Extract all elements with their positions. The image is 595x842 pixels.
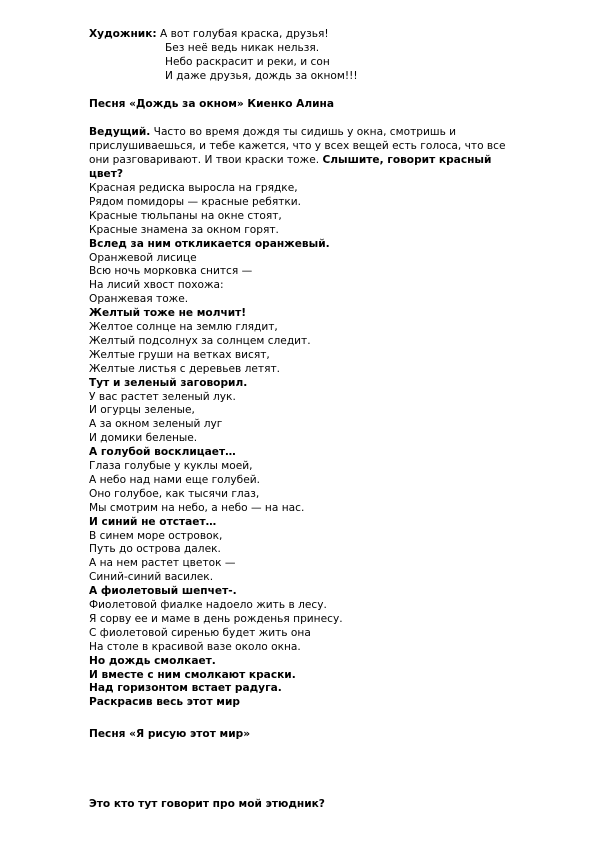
artist-speaker: Художник: [89, 28, 157, 40]
poem-narration-line: А голубой восклицает… [89, 446, 236, 459]
poem-line: А на нем растет цветок — [89, 557, 236, 570]
poem-line: И огурцы зеленые, [89, 404, 195, 417]
poem-line: Я сорву ее и маме в день рожденья принесу. [89, 612, 343, 625]
artist-line-4: И даже друзья, дождь за окном!!! [165, 70, 358, 82]
poem-narration-line: Желтый тоже не молчит! [89, 307, 247, 320]
poem-narration-line: Тут и зеленый заговорил. [89, 376, 248, 389]
poem-line: Путь до острова далек. [89, 543, 221, 556]
poem-line: Красные знамена за окном горят. [89, 223, 279, 236]
poem-line: У вас растет зеленый лук. [89, 390, 236, 403]
closing-line: Это кто тут говорит про мой этюдник? [89, 798, 325, 810]
poem-line: Синий-синий василек. [89, 571, 214, 584]
poem-line: Рядом помидоры — красные ребятки. [89, 195, 302, 208]
poem-line: Оранжевая тоже. [89, 293, 189, 306]
poem-line: Всю ночь морковка снится — [89, 265, 253, 278]
poem-line: Желтый подсолнух за солнцем следит. [89, 334, 311, 347]
poem-line: Мы смотрим на небо, а небо — на нас. [89, 501, 305, 514]
poem-line: В синем море островок, [89, 529, 223, 542]
poem-narration-line: Над горизонтом встает радуга. [89, 682, 282, 695]
poem-line: На лисий хвост похожа: [89, 279, 224, 292]
poem-narration-line: Раскрасив весь этот мир [89, 696, 240, 709]
poem-narration-line: А фиолетовый шепчет-. [89, 585, 237, 598]
host-paragraph [89, 125, 514, 181]
poem-line: На столе в красивой вазе около окна. [89, 640, 301, 653]
host-question: Слышите, говорит красный цвет? [89, 154, 492, 180]
poem-line: Фиолетовой фиалке надоело жить в лесу. [89, 599, 327, 611]
host-speaker: Ведущий. [89, 126, 151, 138]
poem-narration-line: Вслед за ним откликается оранжевый. [89, 237, 330, 250]
poem-line: Красные тюльпаны на окне стоят, [89, 209, 282, 222]
poem-narration-line: И синий не отстает… [89, 515, 217, 528]
poem-line: Оранжевой лисице [89, 251, 197, 264]
poem-line: Оно голубое, как тысячи глаз, [89, 487, 260, 500]
host-intro: Часто во время дождя ты сидишь у окна, смотришь и прислушиваешься, и тебе кажется, что у всех вещей есть голоса, что все они разговаривают. И твои краски тоже. [89, 126, 506, 166]
poem-line: Желтые груши на ветках висят, [89, 348, 270, 361]
song-title-2: Песня «Я рисую этот мир» [89, 728, 251, 740]
artist-line-2: Без неё ведь никак нельзя. [165, 42, 320, 54]
poem-line: Желтые листья с деревьев летят. [89, 362, 281, 375]
song-title-1: Песня «Дождь за окном» Киенко Алина [89, 98, 335, 110]
poem-line: Красная редиска выросла на грядке, [89, 182, 298, 194]
poem-line: А за окном зеленый луг [89, 418, 223, 431]
poem-narration-line: Но дождь смолкает. [89, 654, 216, 667]
poem-line: Глаза голубые у куклы моей, [89, 460, 253, 472]
poem-line: С фиолетовой сиренью будет жить она [89, 626, 311, 639]
poem-line: А небо над нами еще голубей. [89, 473, 260, 486]
poem-narration-line: И вместе с ним смолкают краски. [89, 668, 296, 681]
artist-text: А вот голубая краска, друзья! [156, 28, 329, 40]
poem-line: Желтое солнце на землю глядит, [89, 321, 278, 333]
artist-line-1 [89, 27, 329, 41]
poem-line: И домики беленые. [89, 432, 198, 445]
artist-line-3: Небо раскрасит и реки, и сон [165, 56, 330, 68]
